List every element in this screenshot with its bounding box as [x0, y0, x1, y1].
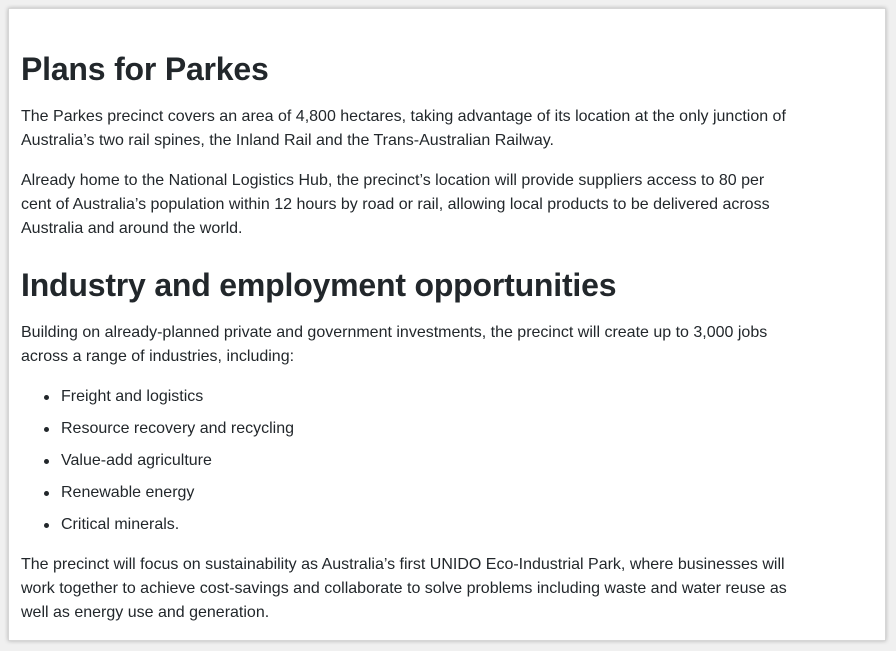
bullet-icon	[44, 459, 49, 464]
list-item	[21, 417, 294, 449]
list-item	[21, 481, 294, 513]
content-panel	[8, 8, 886, 641]
paragraph-investments: Building on already-planned private and government investments, the precinct will create up to 3,000 jobs across a range of industries, including:	[21, 324, 768, 365]
paragraph-sustainability: The precinct will focus on sustainability as Australia’s first UNIDO Eco-Industrial Park, where businesses will work together to achieve cost-savings and collaborate to solve problems including waste and water reuse as well as energy use and generation.	[21, 556, 787, 621]
paragraph-precinct-area: The Parkes precinct covers an area of 4,800 hectares, taking advantage of its location at the only junction of Australia’s two rail spines, the Inland Rail and the Trans-Australian Railway.	[21, 108, 786, 149]
heading-plans-for-parkes: Plans for Parkes	[21, 51, 269, 87]
heading-industry-employment: Industry and employment opportunities	[21, 267, 617, 303]
list-item-label: Freight and logistics	[61, 388, 204, 405]
list-item	[21, 449, 294, 481]
list-item-label: Value-add agriculture	[61, 452, 212, 469]
list-item	[21, 385, 294, 417]
list-item	[21, 513, 294, 545]
industries-list	[21, 385, 294, 545]
list-item-label: Resource recovery and recycling	[61, 420, 294, 437]
bullet-icon	[44, 395, 49, 400]
list-item-label: Renewable energy	[61, 484, 195, 501]
bullet-icon	[44, 427, 49, 432]
bullet-icon	[44, 491, 49, 496]
paragraph-logistics-hub: Already home to the National Logistics Hub, the precinct’s location will provide suppliers access to 80 per cent of Australia’s population within 12 hours by road or rail, allowing local products to be delivered across Australia and around the world.	[21, 172, 770, 237]
list-item-label: Critical minerals.	[61, 516, 180, 533]
bullet-icon	[44, 523, 49, 528]
